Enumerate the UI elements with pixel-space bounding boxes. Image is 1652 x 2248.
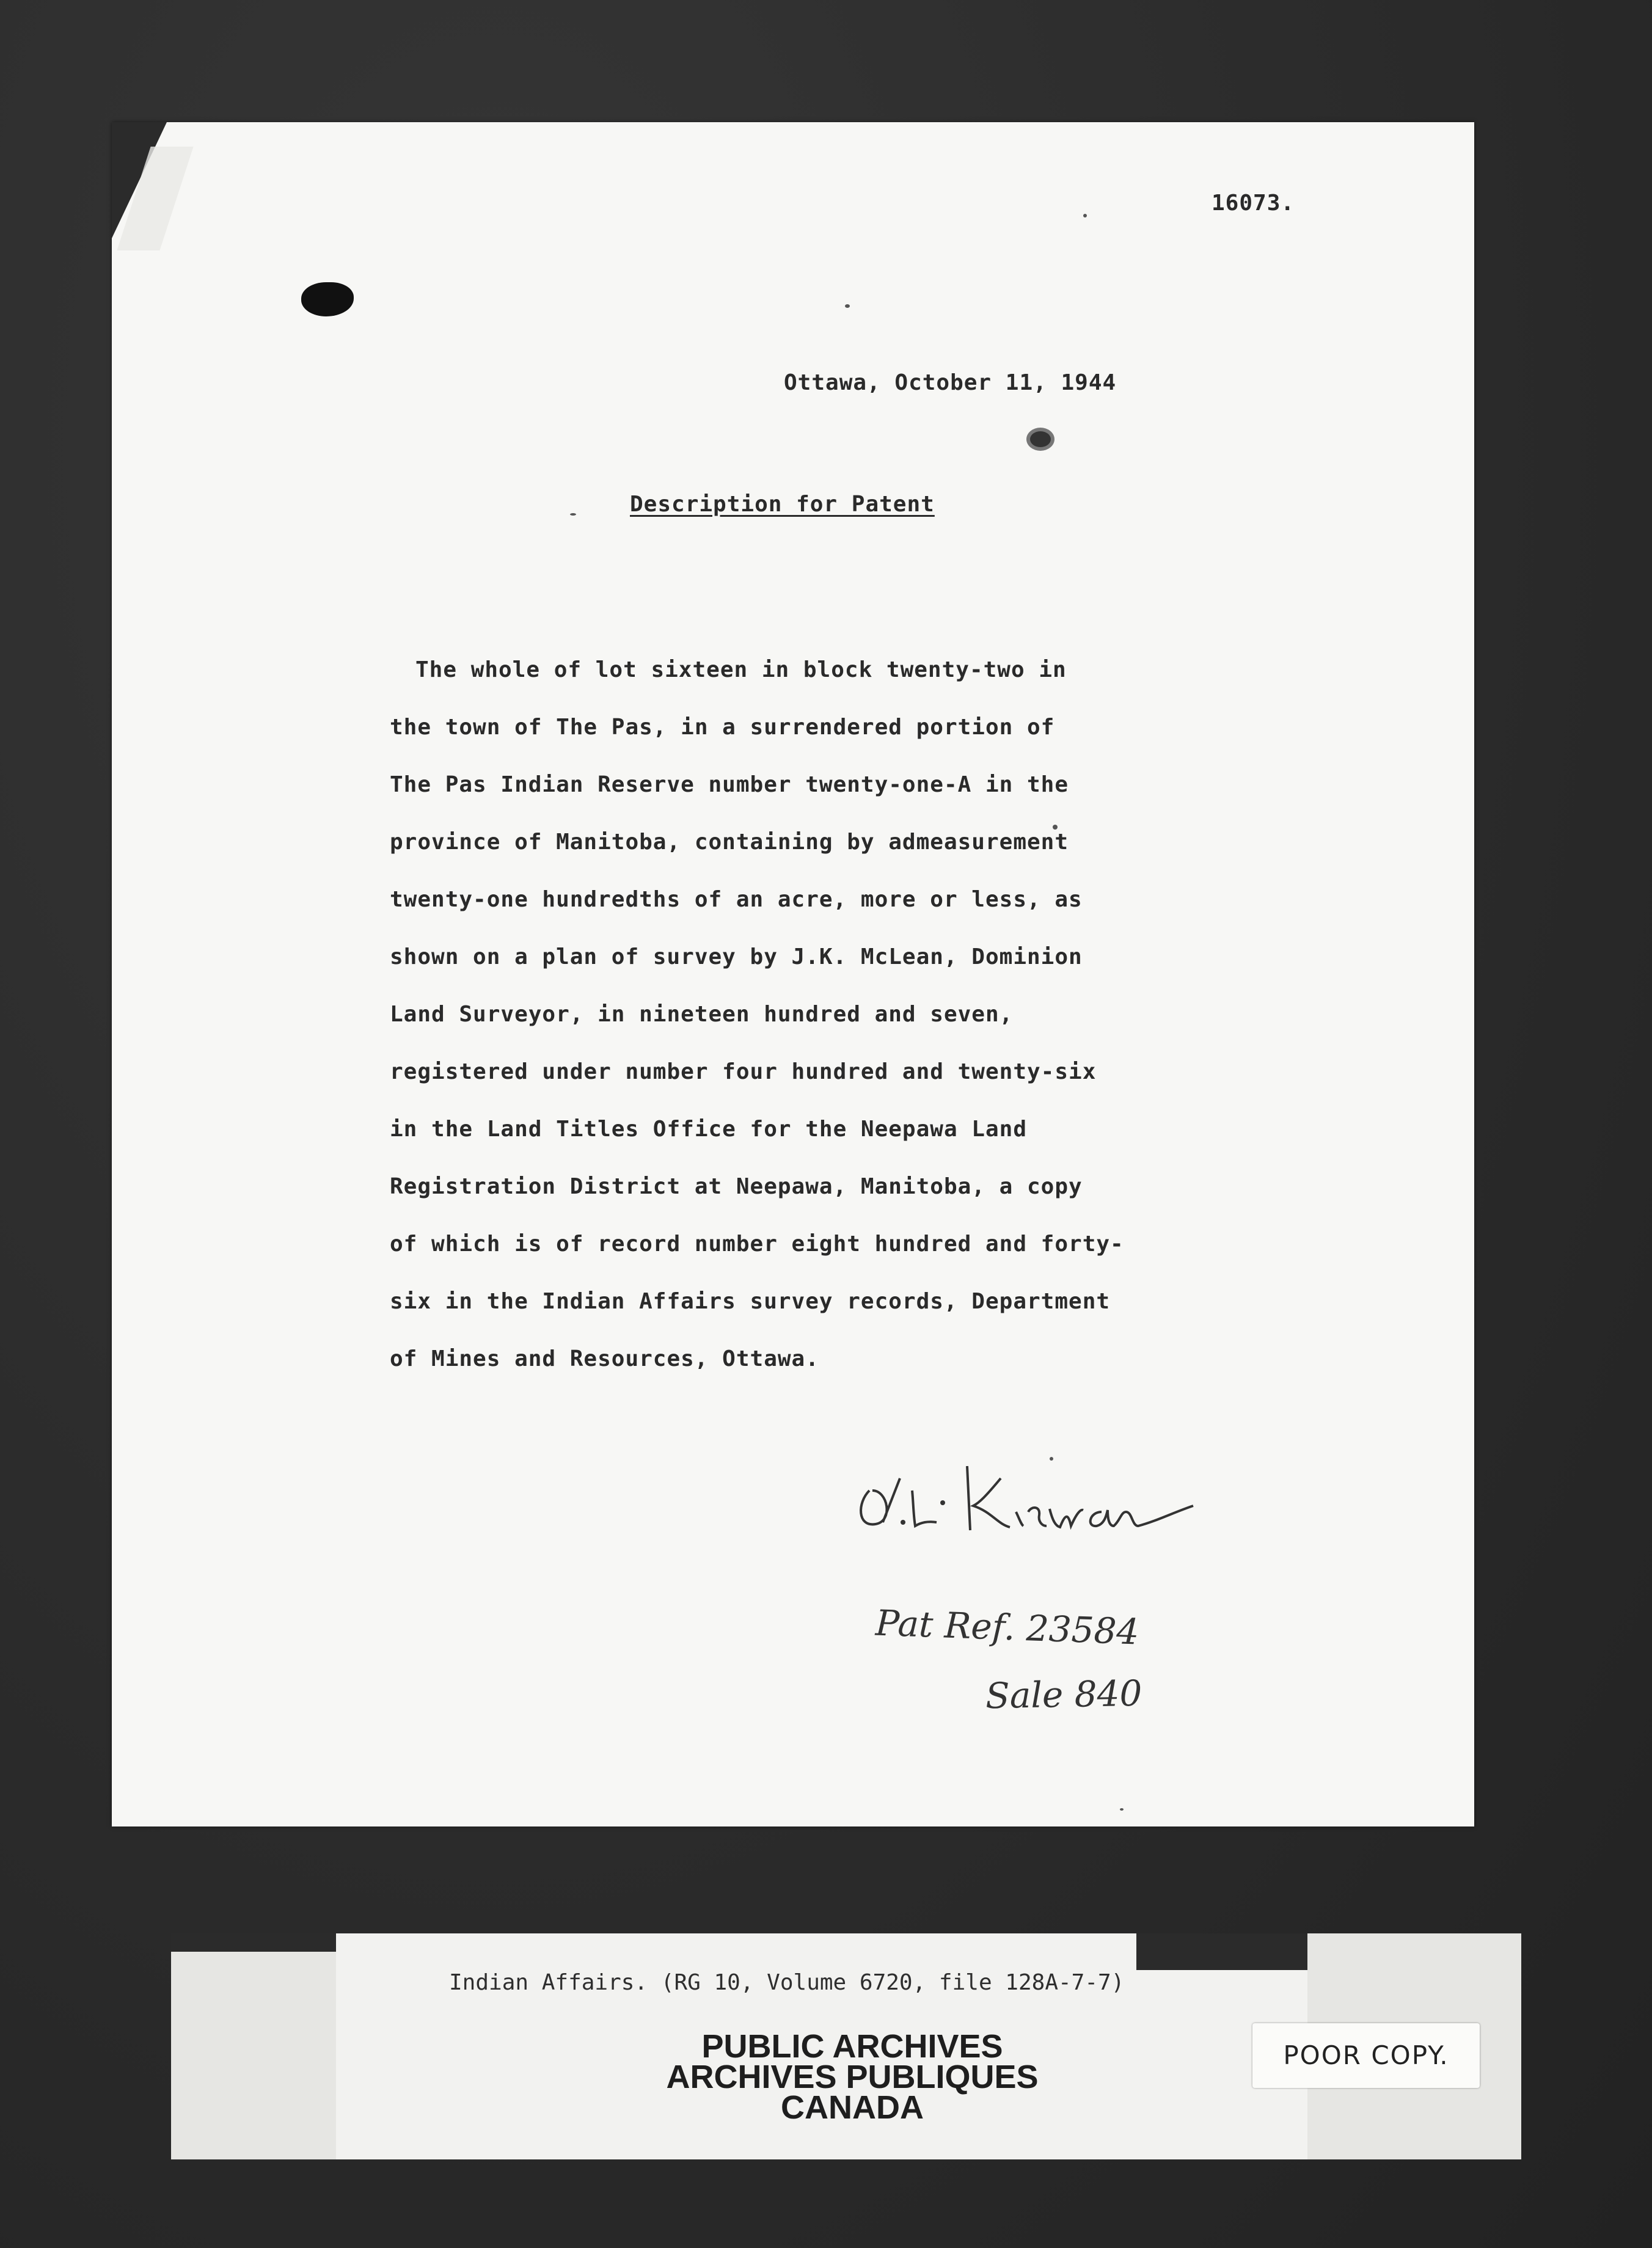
label-notch <box>1136 1933 1307 1970</box>
label-left-edge <box>171 1933 336 2159</box>
archive-name <box>550 2028 1155 2126</box>
dust-speck <box>845 304 850 308</box>
dust-speck <box>1120 1808 1124 1811</box>
ink-blot <box>1026 428 1054 451</box>
body-line: province of Manitoba, containing by admeasurement <box>390 830 1069 855</box>
body-line: Registration District at Neepawa, Manitoba, a copy <box>390 1174 1083 1199</box>
body-line: shown on a plan of survey by J.K. McLean, Dominion <box>390 944 1083 969</box>
dust-speck <box>1050 1457 1053 1461</box>
label-notch <box>171 1933 336 1952</box>
handwritten-signature <box>845 1454 1199 1546</box>
dust-speck <box>1053 825 1058 830</box>
body-line: registered under number four hundred and twenty-six <box>390 1059 1097 1084</box>
body-line: six in the Indian Affairs survey records, Department <box>390 1289 1111 1314</box>
punch-hole <box>301 282 354 316</box>
archive-name-line: CANADA <box>781 2089 924 2126</box>
dust-speck <box>570 513 576 516</box>
date-line: Ottawa, October 11, 1944 <box>784 370 1117 395</box>
document-title: Description for Patent <box>630 492 935 517</box>
body-line: The Pas Indian Reserve number twenty-one-A in the <box>390 772 1069 797</box>
poor-copy-note: POOR COPY. <box>1252 2023 1480 2088</box>
file-number: 16073. <box>1212 191 1295 216</box>
dust-speck <box>1083 214 1087 217</box>
body-line: in the Land Titles Office for the Neepawa Land <box>390 1117 1027 1142</box>
body-line: Land Surveyor, in nineteen hundred and seven, <box>390 1002 1014 1027</box>
archive-name-line: ARCHIVES PUBLIQUES <box>666 2059 1039 2095</box>
body-line: the town of The Pas, in a surrendered portion of <box>390 715 1055 740</box>
body-line: of Mines and Resources, Ottawa. <box>390 1346 819 1371</box>
archive-name-line: PUBLIC ARCHIVES <box>701 2028 1003 2065</box>
patent-description <box>390 641 1441 1388</box>
sale-note: Sale 840 <box>985 1672 1142 1717</box>
archive-citation: Indian Affairs. (RG 10, Volume 6720, file 128A-7-7) <box>449 1970 1125 1995</box>
body-line: The whole of lot sixteen in block twenty-two in <box>415 657 1067 682</box>
body-line: of which is of record number eight hundred and forty- <box>390 1232 1124 1257</box>
letter-sheet <box>112 122 1474 1826</box>
body-line: twenty-one hundredths of an acre, more or less, as <box>390 887 1083 912</box>
pat-ref-note: Pat Ref. 23584 <box>874 1602 1140 1653</box>
